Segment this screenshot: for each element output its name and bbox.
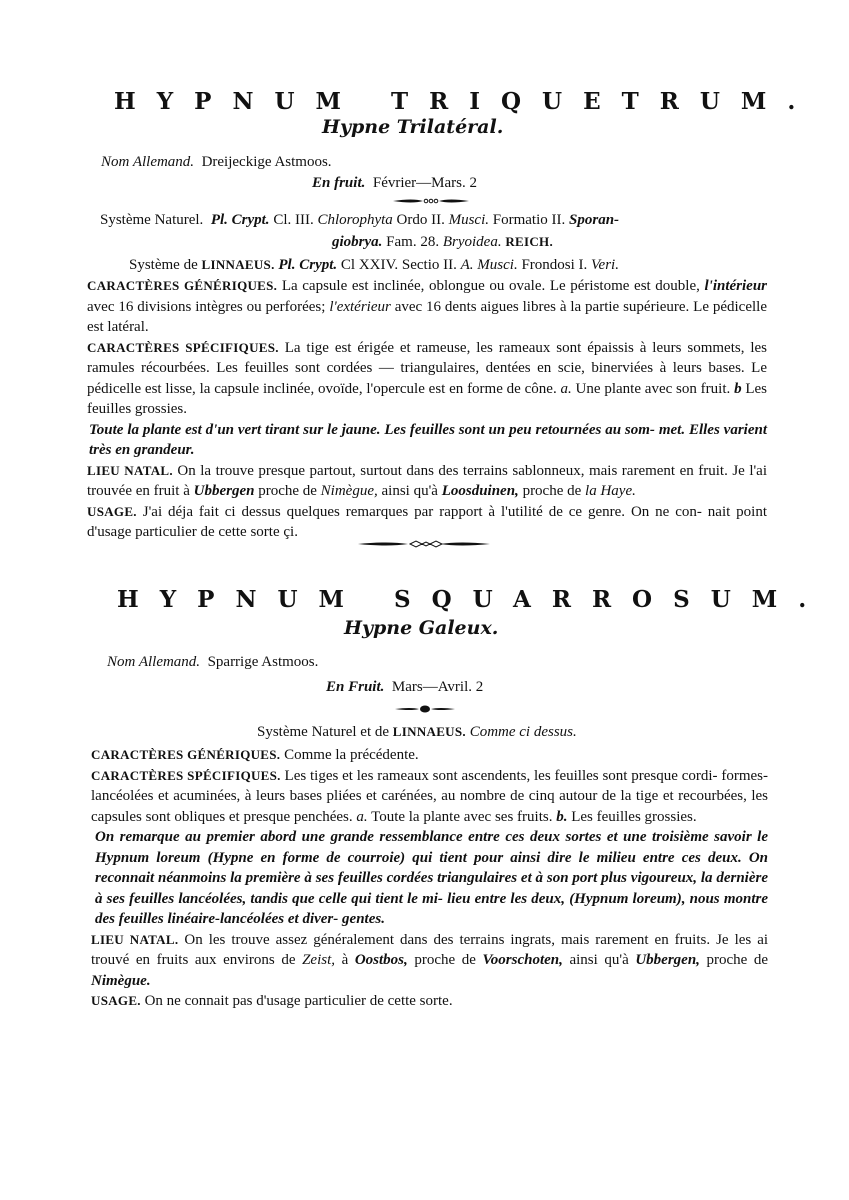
nom-label: Nom Allemand. <box>101 154 195 170</box>
linnaeus-frondosi: Frondosi I. <box>521 257 588 273</box>
lieu-text-1: On la trouve presque partout, surtout dans des terrains sablonneux, mais rarement en <box>177 462 694 479</box>
note-text-2: met. Elles varient très en grandeur. <box>89 421 768 458</box>
systeme-naturel-label: Système Naturel. <box>100 212 204 228</box>
generiques-text-3: avec 16 dents aigues libres à la partie <box>390 298 620 315</box>
specifiques-text-2: formes-lancéolées et acuminées, à leurs bases pliées et carénées, au nombre de cinq autour de la tige <box>91 767 768 804</box>
species1-systeme-naturel-line2 <box>332 232 553 252</box>
generiques-text-1: La capsule est inclinée, oblongue ou ovale. Le péristome est double, <box>281 278 700 294</box>
species2-generiques <box>91 745 768 766</box>
systeme-naturel-giobrya: giobrya. <box>332 234 383 250</box>
species2-systeme-line <box>257 722 577 742</box>
generiques-text-2: avec 16 divisions intègres ou perforées; <box>87 298 330 315</box>
note-text-1: On remarque au premier abord une grande ressemblance entre ces deux sortes et une troisième <box>95 829 709 845</box>
systeme-naturel-pl: Pl. Crypt. <box>210 212 270 228</box>
lieu-label: LIEU NATAL. <box>91 931 179 947</box>
species1-note <box>87 420 767 461</box>
nom-label: Nom Allemand. <box>107 654 201 670</box>
usage-text-1: J'ai déja fait ci dessus quelques remarques par rapport à l'utilité de ce genre. On ne con- <box>142 503 702 520</box>
systeme-naturel-ordo: Ordo II. <box>396 212 445 228</box>
note-text-3: entre ces deux. On reconnait néanmoins la première à ses feuilles cordées triangulaires et à <box>95 849 768 886</box>
systeme-naturel-class: Cl. III. <box>273 212 314 228</box>
lieu-text-5: proche de <box>522 483 582 499</box>
place-loosduinen: Loosduinen, <box>441 483 519 499</box>
nom-value: Dreijeckige Astmoos. <box>201 154 332 170</box>
specifiques-text-6: Les feuilles grossies. <box>87 380 768 417</box>
specifiques-text-1: Les tiges et les rameaux sont ascendents, les feuilles sont presque cordi- <box>284 767 718 784</box>
specifiques-text-4: Une <box>575 380 601 397</box>
specifiques-label: CARACTÈRES SPÉCIFIQUES. <box>91 767 281 783</box>
linnaeus-name: LINNAEUS. <box>201 257 275 272</box>
specifiques-label: CARACTÈRES SPÉCIFIQUES. <box>87 339 279 355</box>
species1-generiques <box>87 276 767 338</box>
linnaeus-name: LINNAEUS. <box>392 724 466 739</box>
linnaeus-pl: Pl. Crypt. <box>278 257 338 273</box>
species2-fruit-row <box>326 677 483 697</box>
lieu-text-1: On les trouve assez généralement dans des terrains ingrats, mais rarement en fruits. <box>184 931 711 948</box>
fruit-label: En Fruit. <box>326 679 385 695</box>
lieu-text-4: ainsi qu'à <box>381 483 438 499</box>
generiques-text-4: supérieure. Le pédicelle est latéral. <box>87 298 767 335</box>
nom-value: Sparrige Astmoos. <box>207 654 319 670</box>
specifiques-text-3: et recourbées, les capsules sont obliques et presque penchées. <box>91 788 768 825</box>
place-voorschoten: Voorschoten, <box>482 952 563 968</box>
species1-title: HYPNUM TRIQUETRUM. <box>114 88 817 115</box>
lieu-text-3: à <box>341 952 349 968</box>
species2-lieu <box>91 930 768 992</box>
usage-label: USAGE. <box>91 993 141 1008</box>
place-ubbergen: Ubbergen, <box>635 952 700 968</box>
systeme-naturel-sporan: Sporan- <box>569 212 620 228</box>
figure-ref-a: a. <box>560 380 572 397</box>
species1-linnaeus-line <box>129 255 619 275</box>
usage-label: USAGE. <box>87 503 137 519</box>
ornament-divider-icon <box>393 196 469 206</box>
specifiques-text-1: La tige est érigée et rameuse, les rameaux sont épaissis à leurs sommets, <box>284 339 745 356</box>
place-nimegue: Nimègue. <box>91 972 151 989</box>
usage-text-2: nait point d'usage particulier de cette sorte çi. <box>87 503 768 540</box>
generiques-text: Comme la précédente. <box>284 747 419 763</box>
figure-ref-b: b. <box>556 808 568 825</box>
lieu-text-4: proche de <box>414 952 476 968</box>
systeme-naturel-bryoidea: Bryoidea. <box>442 234 502 250</box>
linnaeus-sectio: Sectio II. <box>401 257 457 273</box>
usage-text: On ne connait pas d'usage particulier de cette sorte. <box>144 993 453 1009</box>
linnaeus-veri: Veri. <box>591 257 619 273</box>
systeme-naturel-fam: Fam. 28. <box>386 234 440 250</box>
species2-title: HYPNUM SQUARROSUM. <box>117 586 828 613</box>
specifiques-text-4: Toute la plante avec ses fruits. <box>371 808 553 825</box>
species1-nom-row <box>101 152 332 172</box>
note-text-5: lieu entre les deux, (Hypnum loreum), nous montre des feuilles linéaire-lancéolées et diver- <box>95 890 768 927</box>
species1-lieu <box>87 461 767 502</box>
lieu-label: LIEU NATAL. <box>87 462 173 478</box>
species2-note <box>91 827 768 930</box>
place-zeist: Zeist, <box>302 952 335 968</box>
fruit-label: En fruit. <box>312 175 366 191</box>
generiques-interieur: l'intérieur <box>704 278 768 294</box>
ornament-divider-icon <box>395 704 455 714</box>
place-la-haye: la Haye. <box>585 483 636 499</box>
specifiques-text-2: les ramules récourbées. Les feuilles sont cordées — triangulaires, dentées en scie, binerviées à leurs <box>87 339 768 376</box>
species1-systeme-naturel-line1 <box>100 210 619 230</box>
species2-usage <box>91 991 768 1012</box>
lieu-text-6: proche de <box>706 952 769 968</box>
figure-ref-a: a. <box>356 808 368 825</box>
lieu-text-2: Je les ai trouvé en fruits aux environs de <box>91 931 769 968</box>
note-text-1: Toute la plante est d'un vert tirant sur le jaune. Les feuilles sont un peu retournées au som- <box>89 421 655 438</box>
systeme-naturel-division: Chlorophyta <box>317 212 393 228</box>
linnaeus-musci: Musci. <box>477 257 518 273</box>
species2-nom-row <box>107 652 318 672</box>
linnaeus-a: A. <box>460 257 474 273</box>
fruit-value: Mars—Avril. 2 <box>391 679 484 695</box>
generiques-label: CARACTÈRES GÉNÉRIQUES. <box>91 747 281 762</box>
linnaeus-label: Système de <box>129 257 198 273</box>
species2-common-name: Hypne Galeux. <box>344 617 499 639</box>
note-text-2: savoir le Hypnum loreum (Hypne en forme de courroie) qui tient pour ainsi dire le milieu <box>95 829 768 866</box>
place-oostbos: Oostbos, <box>354 952 408 968</box>
place-ubbergen: Ubbergen <box>193 483 255 499</box>
place-nimegue: Nimègue, <box>320 483 378 499</box>
figure-ref-b: b <box>734 380 742 397</box>
systeme-naturel-formatio: Formatio II. <box>492 212 566 228</box>
systeme-value: Comme ci dessus. <box>469 724 577 740</box>
lieu-text-2: fruit. Je l'ai trouvée en fruit à <box>87 462 768 499</box>
specifiques-text-3: bases. Le pédicelle est lisse, la capsule inclinée, ovoïde, l'opercule est en forme de cône. <box>87 360 767 397</box>
fruit-value: Février—Mars. 2 <box>372 175 478 191</box>
species2-body <box>91 745 768 1012</box>
lieu-text-5: ainsi qu'à <box>569 952 629 968</box>
systeme-label: Système Naturel et de <box>257 724 390 740</box>
species2-specifiques <box>91 766 768 828</box>
species1-fruit-row <box>312 173 477 193</box>
species1-common-name: Hypne Trilatéral. <box>322 116 504 138</box>
species1-specifiques <box>87 338 767 420</box>
generiques-exterieur: l'extérieur <box>329 298 391 315</box>
note-text-4: son port plus vigoureux, la dernière à ses feuilles lancéolées, tandis que celle qui tient le mi- <box>95 870 768 907</box>
lieu-text-3: proche de <box>258 483 317 499</box>
linnaeus-class: Cl XXIV. <box>340 257 399 273</box>
systeme-naturel-reich: REICH. <box>505 234 553 249</box>
specifiques-text-5: Les feuilles grossies. <box>571 808 697 825</box>
systeme-naturel-musci: Musci. <box>448 212 490 228</box>
generiques-label: CARACTÈRES GÉNÉRIQUES. <box>87 278 278 293</box>
species1-usage <box>87 502 767 543</box>
specifiques-text-5: plante avec son fruit. <box>604 380 731 397</box>
species1-body <box>87 276 767 543</box>
note-text-6: gentes. <box>342 911 385 927</box>
section-separator-icon <box>358 538 490 550</box>
